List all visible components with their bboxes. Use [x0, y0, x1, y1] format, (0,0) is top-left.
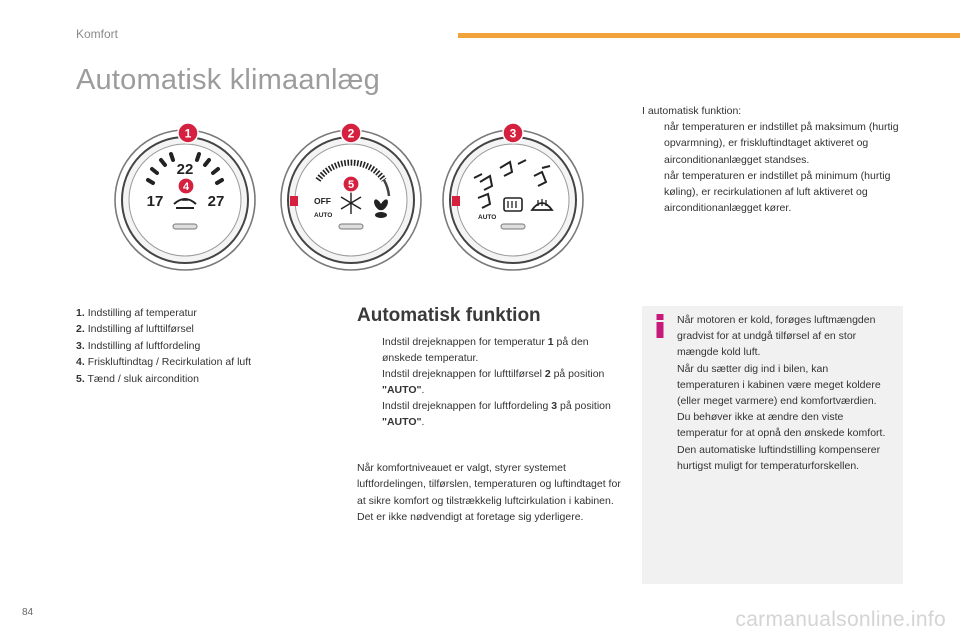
legend-text: Indstilling af luftfordeling	[87, 339, 201, 352]
temp-low-label: 17	[146, 193, 164, 210]
legend-item	[76, 321, 251, 337]
step-end: .	[421, 416, 425, 428]
auto-paragraph: Når komfortniveauet er valgt, styrer systemet luftfordelingen, tilførslen, temperaturen og luftindtaget for at sikre komfort og tilstrækkelig luftcirkulation i kabinen. Det er ikke nødvendigt at foretage sig yderligere.	[357, 462, 621, 524]
legend-item	[76, 338, 251, 354]
accent-bar	[458, 33, 960, 38]
legend-item	[76, 305, 251, 321]
airflow-indicator	[290, 196, 298, 206]
intro-bullets	[642, 119, 908, 216]
legend-number: 4.	[76, 356, 85, 369]
step-text: Indstil drejeknappen for lufttilførsel	[382, 368, 545, 380]
legend-item	[76, 371, 251, 387]
intro-bullet-item	[642, 168, 908, 217]
step-item	[360, 366, 622, 398]
legend-number: 2.	[76, 323, 85, 336]
step-text: Indstil drejeknappen for temperatur	[382, 336, 548, 348]
intro-bullet-item	[642, 119, 908, 168]
intro-bullet-text: når temperaturen er indstillet på maksimum (hurtig opvarmning), er friskluftindtaget aktiveret og airconditionanlægget standses.	[664, 121, 899, 166]
info-paragraph: Den automatiske luftindstilling kompenserer hurtigst muligt for temperaturforskellen.	[677, 443, 881, 472]
info-paragraph: Når du sætter dig ind i bilen, kan temperaturen i kabinen være meget koldere (eller meget varmere) end komfortværdien. Du behøver ikke at ændre den viste temperatur for at opnå den ønskede komfort.	[677, 362, 886, 440]
temp-mid-label: 22	[176, 161, 194, 178]
distribution-knob	[438, 120, 588, 274]
airflow-knob-grip	[339, 224, 363, 229]
section-label: Komfort	[76, 27, 119, 41]
callout-3-label: 3	[509, 126, 517, 141]
airflow-knob	[276, 120, 426, 274]
page-number: 84	[22, 607, 34, 618]
intro-bullet-text: når temperaturen er indstillet på minimum (hurtig køling), er recirkulationen af luft aktiveret og airconditionanlægget kører.	[664, 169, 891, 215]
step-text-cont: på position	[550, 368, 605, 380]
legend-text: Friskluftindtag / Recirkulation af luft	[87, 356, 252, 369]
page-title: Automatisk klimaanlæg	[76, 64, 380, 96]
temperature-knob	[112, 120, 262, 274]
callout-4-label: 4	[182, 181, 190, 193]
off-label: OFF	[314, 196, 331, 206]
info-text	[677, 312, 891, 474]
temperature-knob-grip	[173, 224, 197, 229]
step-text-cont: på den ønskede temperatur.	[382, 336, 589, 364]
step-number: 3	[551, 400, 558, 412]
step-text: Indstil drejeknappen for luftfordeling	[382, 400, 552, 412]
distribution-auto-label: AUTO	[478, 214, 497, 221]
auto-function-title: Automatisk funktion	[357, 305, 541, 326]
step-number: 2	[544, 368, 551, 380]
info-icon	[653, 314, 667, 338]
distribution-indicator	[452, 196, 460, 206]
watermark: carmanualsonline.info	[735, 608, 946, 631]
legend-text: Indstilling af temperatur	[87, 307, 197, 319]
legend-text: Indstilling af lufttilførsel	[87, 323, 194, 336]
step-text-cont: på position	[557, 400, 611, 412]
callout-1-label: 1	[184, 126, 192, 141]
right-intro	[642, 103, 908, 216]
distribution-knob-grip	[501, 224, 525, 229]
auto-steps	[360, 334, 622, 430]
temp-high-label: 27	[207, 193, 225, 210]
step-strong: "AUTO"	[382, 416, 422, 428]
airflow-auto-label: AUTO	[314, 212, 333, 219]
step-number: 1	[547, 336, 554, 348]
legend-item	[76, 354, 251, 370]
intro-text: I automatisk funktion:	[642, 105, 742, 117]
info-box	[642, 306, 903, 584]
step-item	[360, 398, 622, 430]
callout-5-label: 5	[347, 179, 355, 191]
legend-text: Tænd / sluk aircondition	[87, 372, 199, 385]
legend-number: 3.	[76, 339, 85, 352]
step-item	[360, 334, 622, 366]
figure-legend	[76, 305, 251, 387]
knobs-figure	[112, 120, 604, 274]
legend-number: 1.	[76, 307, 85, 319]
step-end: .	[421, 384, 425, 396]
info-paragraph: Når motoren er kold, forøges luftmængden gradvist for at undgå tilførsel af en stor mængde kold luft.	[677, 314, 876, 359]
step-strong: "AUTO"	[382, 384, 422, 396]
legend-number: 5.	[76, 372, 85, 385]
callout-2-label: 2	[347, 126, 355, 141]
